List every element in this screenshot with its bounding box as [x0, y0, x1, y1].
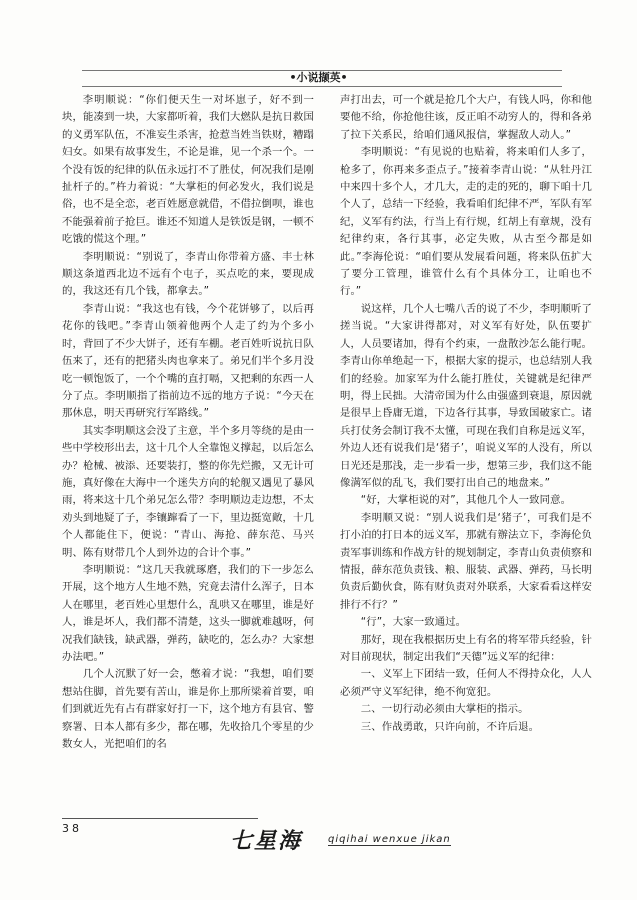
paragraph: 声打出去，可一个就是抢几个大户，有钱人吗，你和他要他不给，你抢他往该，反正咱不动穷人的，得和各弟了拉下关系民，给咱们通风报信，掌握敌人动人。” — [340, 94, 592, 141]
paragraph: 李明顺说：“你们便天生一对坏崽子，好不到一块，能凑到一块，大家都听着，我们大燃队是抗日救国的义勇军队伍，不准妄生杀害，抢惹当姓当铁财，糟蹋妇女。如果有故事发生，不论是谁，见一个杀一个。一个没有饭的纪律的队伍永远打不了胜仗，何况我们是刚扯杆子的。”杵力着说：“大掌柜的何必发火，我们说是俗，也不是全恋，老百姓愿意就借，不借拉倒呗，谁也不能强着前子抢巨。谁还不知道人是铁饭是钢，一顿不吃饿的慌这个理。” — [62, 94, 314, 246]
journal-logo: 七星海 — [230, 828, 303, 854]
section-title: •小说撷英• — [283, 71, 353, 84]
paragraph: 李明顺说：“有见说的也贴着，将来咱们人多了，枪多了，你再来多歪点子。”接着李青山说：“从牡丹江中来四十多个人，才几大，走的走的死的，聊下咱十几个人了，总结一下经验，我看咱们纪律不严，军队有军纪，义军有约法，行当上有行规，红胡上有章规，没有纪律约束，各行其事，必定失败，从古至今都是如此。”李海伦说：“咱们要从发展看问题，将来队伍扩大了要分工管理，谁管什么有个具体分工，让咱也不行。” — [340, 146, 592, 298]
section-header — [0, 70, 637, 86]
paragraph: 一、义军上下团结一致，任何人不得持众化，人人必须严守义军纪律，绝不徇宽犯。 — [340, 668, 592, 698]
paragraph: “好，大掌柜说的对”，其他几个人一致同意。 — [360, 494, 572, 507]
journal-name: qiqihai wenxue jikan — [328, 834, 451, 845]
paragraph: 说这样，几个人七嘴八舌的说了不少，李明顺听了搓当说。“大家讲得都对，对义军有好处，队伍要扩人，人员要诸加，得有个约束，一盘散沙怎么能行呢。李青山你单绝起一下，根据大家的提示，也总结别人我们的经验。加家军为什么能打胜仗，关键就是纪律严明，得上民拙。大清帝国为什么由强盛到衰退，原因就是很早上昏庸无道，下边各行其事，导致国破家亡。诸兵打仗务会制订我不太懂，可现在我们自称是远义军，外边人还有说我们是‘猪子’，咱说义军的人没有，所以日光还是那浅，走一步看一步，想第三步，我们这不能像满军似的乱飞，我们要打出自己的地盘来。” — [340, 302, 592, 489]
paragraph: 其实李明顺这会没了主意，半个多月等绕的是由一些中学校形出去，这十几个人全靠饱义撑起，以后怎么办？枪械、被添、还要装打，整的你先烂搬，又无计可施，真好像在大海中一个迷失方向的轮舰又遇见了暴风雨，将来这十几个弟兄怎么带？李明顺边走边想，不太劝头到地疑了子，李镶蹿看了一下，里边挺宽敞，十几个人都能住下，便说：“青山、海抢、薛东范、马兴明、陈有财带几个人到外边的合计个事。” — [62, 424, 314, 559]
paragraph: 三、作战勇敢，只许向前，不许后退。 — [360, 720, 540, 733]
left-column — [62, 92, 314, 753]
right-column — [340, 92, 592, 736]
paragraph: 几个人沉默了好一会，憋着才说：“我想，咱们要想站住脚，首先要有苦山，谁是你上那所梁着首要，咱们到就近先有占有群家好打一下，这个地方有县官、警察署、日本人都有多少，都在哪，先收拾几个零星的少数女人，光把咱们的名 — [62, 668, 314, 751]
paragraph: 二、一切行动必须由大掌柜的指示。 — [360, 703, 529, 716]
footer-rule — [62, 818, 258, 819]
paragraph: 李明顺说：“别说了，李青山你带着方盛、丰士林顺这条道西北边不远有个屯子，买点吃的来，要现成的，我这还有几个钱，都拿去。” — [62, 250, 314, 298]
header-rule-bottom — [82, 86, 562, 87]
paragraph: 那好，现在我根据历史上有名的将军带兵经验，针对目前现状，制定出我们“天德”远义军的纪律： — [340, 633, 592, 663]
paragraph: “行”，大家一致通过。 — [360, 616, 467, 629]
paragraph: 李明顺说：“这几天我就琢磨，我们的下一步怎么开展，这个地方人生地不熟，究竟去清什么浑子，日本人在哪里，老百姓心里想什么，乱哄又在哪里，谁是好人，谁是坏人，我们都不清楚，这头一脚就难越呀，何况我们缺钱，缺武器，弹药，缺吃的，怎么办？大家想办法吧。” — [62, 563, 314, 663]
paragraph: 李明顺又说：“别人说我们是‘猪子’，可我们是不打小泊的打日本的远义军，那就有辦法立下，李海伦负责军事训练和作战方针的规划制定，李青山负责侦察和情报，薛东范负责钱、粮、服装、武器、弹药，马长明负责后勤伙食，陈有财负责对外联系，大家看看这样安排行不行？” — [340, 511, 592, 611]
paragraph: 李青山说：“我这也有钱，今个花饼够了，以后再花你的钱吧。”李青山领着他两个人走了约为个多小时，背回了不少大饼子，还有车棚。老百姓听说抗日队伍来了，还有的把猪头肉也拿来了。弟兄们半个多月没吃一顿饱饭了，一个个嘴的直打嗝，又把剩的东西一人分了点。李明顺指了指前边不远的地方子说：“今天在那休息，明天再研究行军路线。” — [62, 302, 314, 420]
page-number: 38 — [62, 822, 82, 835]
